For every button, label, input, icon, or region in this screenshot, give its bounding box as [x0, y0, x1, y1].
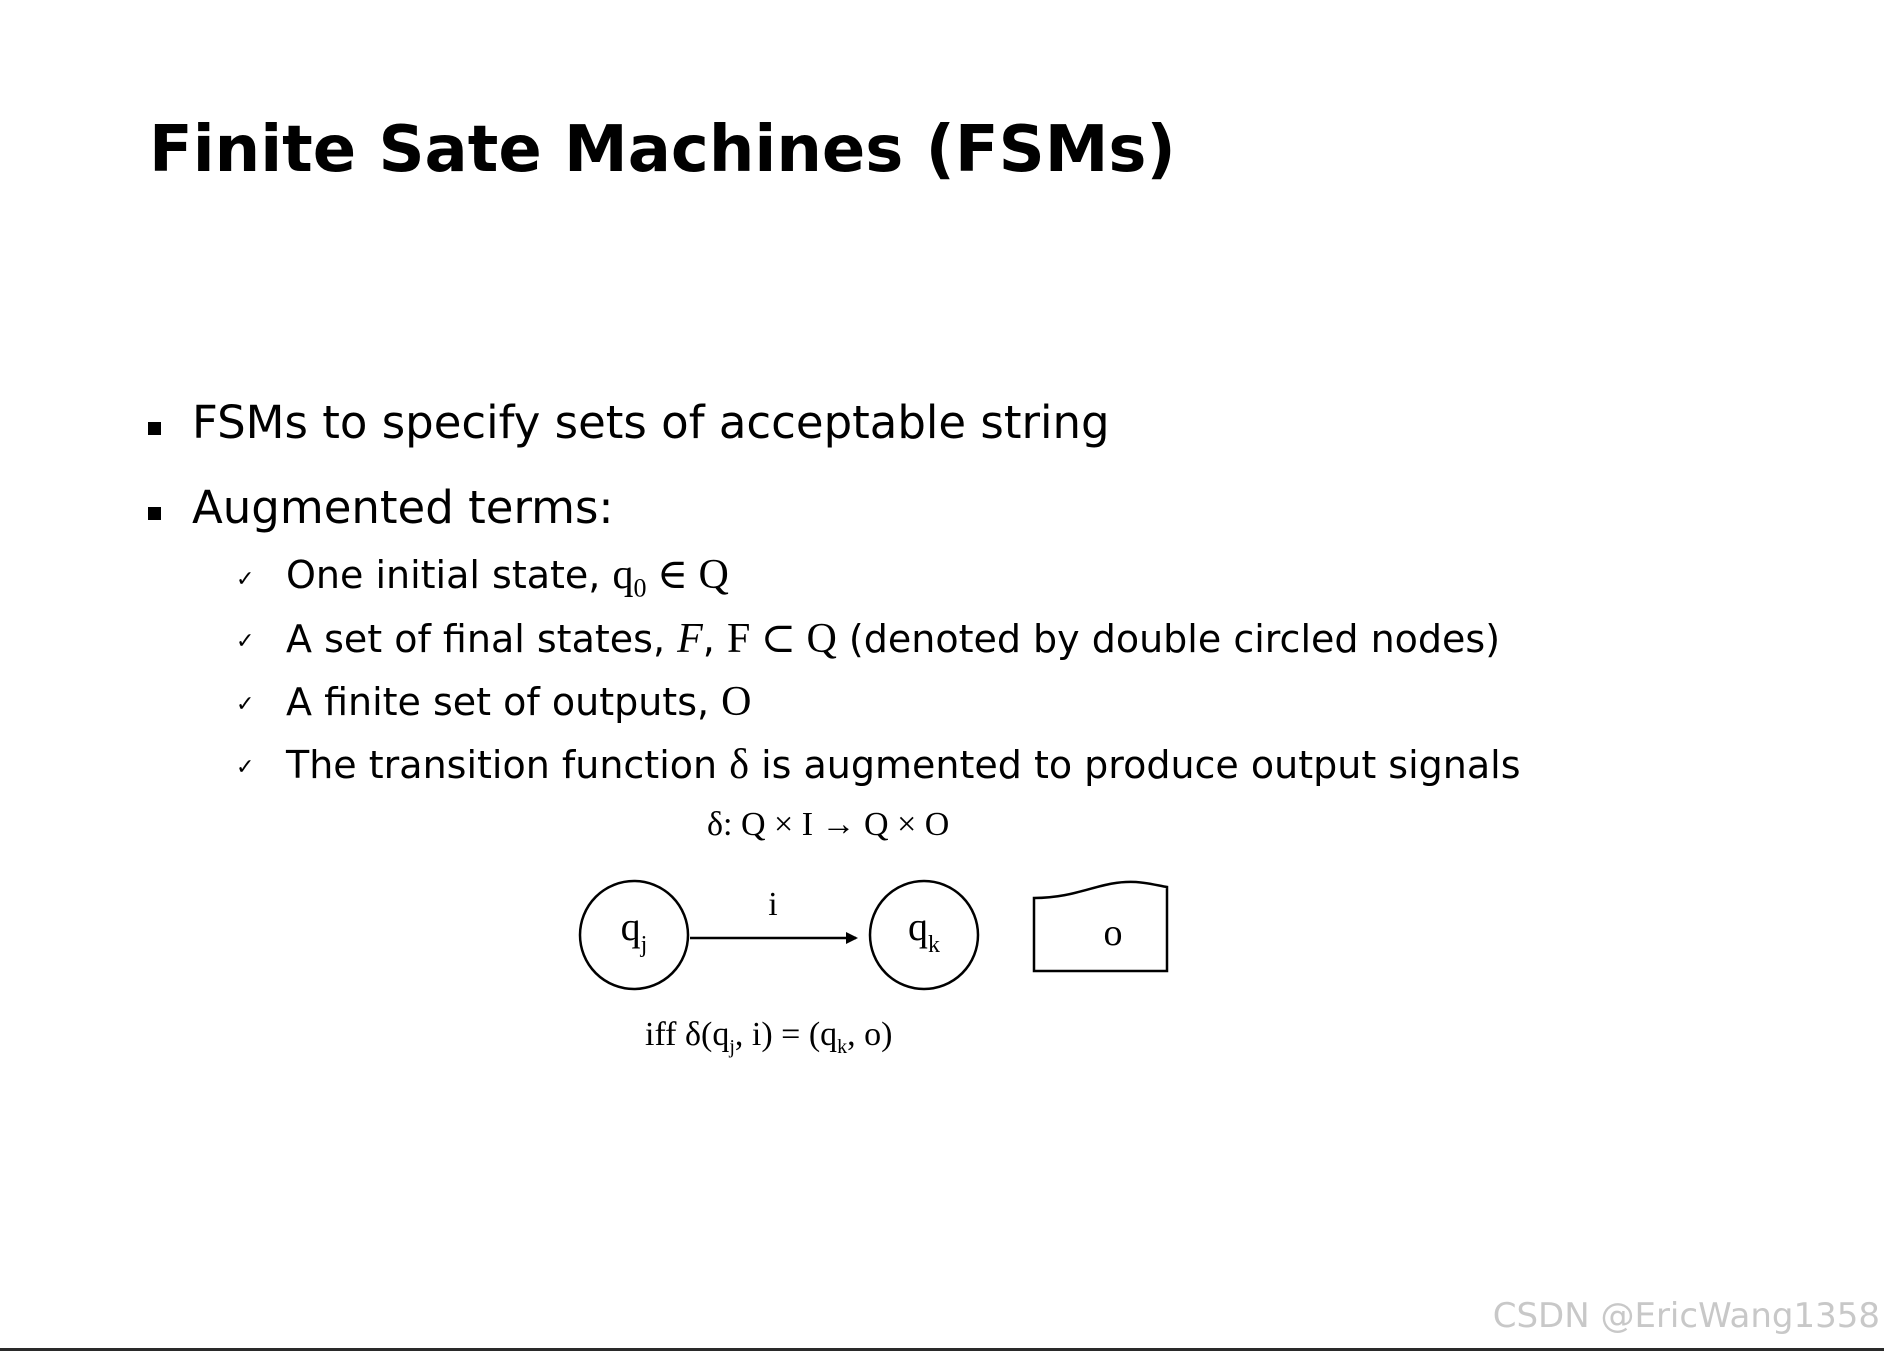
check-mark-icon: ✓ [236, 629, 255, 655]
output-document-node [1034, 882, 1167, 971]
math-expression: ∈ Q [646, 552, 729, 598]
bullet-text: FSMs to specify sets of acceptable string [192, 396, 1110, 449]
transition-formula: δ: Q × I → Q × O [707, 806, 950, 843]
bullet-item-fsms [148, 396, 1110, 450]
check-mark-icon: ✓ [236, 692, 255, 718]
math-italic-f: F [677, 616, 703, 662]
svg-text:qj [621, 904, 648, 958]
sub-item-text-after: (denoted by double circled nodes) [836, 617, 1501, 661]
math-q: q [612, 552, 634, 598]
sub-item-final-states [236, 614, 1500, 664]
input-label: i [768, 886, 778, 923]
state-node-qk [870, 881, 978, 989]
math-expression: F ⊂ Q [726, 616, 837, 662]
state-label-qj: q [620, 904, 641, 949]
bullet-item-augmented [148, 481, 614, 535]
state-subscript-k: k [928, 932, 940, 958]
transition-arrow [690, 886, 856, 938]
state-label-qk: q [908, 904, 928, 949]
sub-item-transition [236, 740, 1521, 790]
sub-item-separator: , [702, 617, 727, 661]
caption-part: , o) [847, 1016, 893, 1053]
sub-item-outputs [236, 677, 752, 727]
watermark: CSDN @EricWang1358 [1492, 1296, 1880, 1336]
svg-text:qk [908, 904, 940, 958]
caption-part: iff δ(q [645, 1016, 730, 1053]
output-label: o [1103, 912, 1123, 954]
check-mark-icon: ✓ [236, 566, 255, 592]
math-delta: δ [729, 742, 749, 788]
slide-title: Finite Sate Machines (FSMs) [149, 113, 1176, 187]
sub-item-text: One initial state, [286, 553, 613, 597]
check-mark-icon: ✓ [236, 755, 255, 781]
sub-item-text: A finite set of outputs, [286, 680, 722, 724]
transition-condition [645, 1016, 892, 1059]
math-subscript: 0 [633, 573, 647, 603]
square-bullet-icon [148, 507, 161, 520]
state-subscript-j: j [640, 932, 648, 958]
square-bullet-icon [148, 422, 161, 435]
output-document-shape [1034, 882, 1167, 971]
sub-item-text: A set of final states, [286, 617, 678, 661]
sub-item-text: The transition function [286, 743, 730, 787]
bullet-text: Augmented terms: [192, 481, 614, 534]
state-node-qj [580, 881, 688, 989]
caption-subscript-j: j [729, 1035, 735, 1058]
caption-part: , i) = (q [734, 1016, 838, 1053]
fsm-transition-diagram [560, 870, 1200, 1000]
sub-item-initial-state [236, 550, 729, 604]
sub-item-text-after: is augmented to produce output signals [748, 743, 1521, 787]
caption-subscript-k: k [837, 1035, 848, 1058]
math-expression: O [721, 679, 752, 725]
